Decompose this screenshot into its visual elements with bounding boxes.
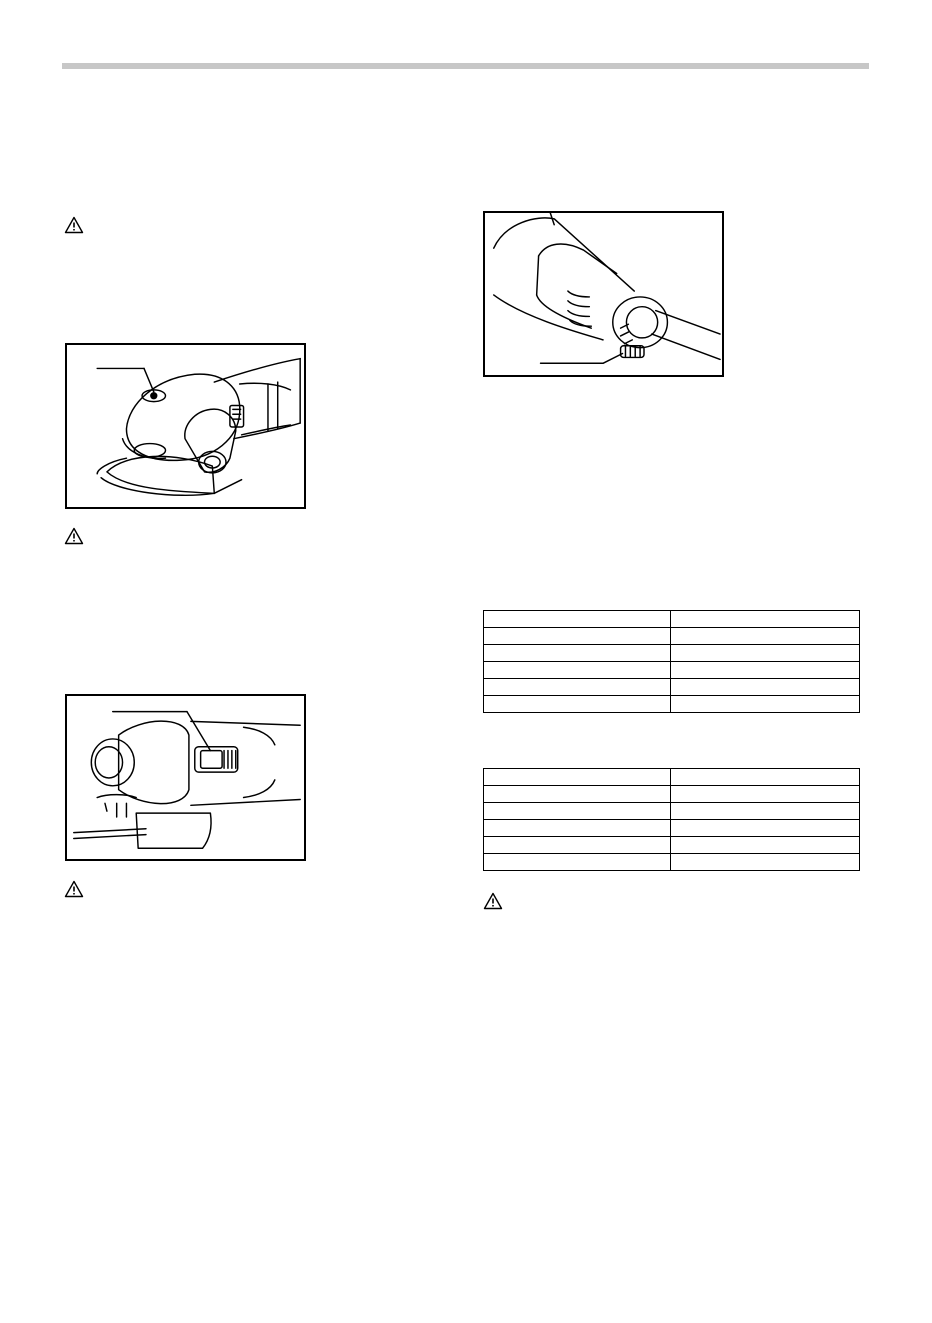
table-cell — [484, 803, 671, 820]
table-row — [484, 820, 860, 837]
table-cell — [484, 696, 671, 713]
figure-slide-switch — [65, 694, 306, 861]
speed-table-1 — [483, 610, 860, 713]
table-cell — [671, 837, 860, 854]
table-row — [484, 611, 860, 628]
table-row — [484, 837, 860, 854]
table-cell — [671, 645, 860, 662]
table-cell — [484, 645, 671, 662]
grinder-slide-switch-illustration — [67, 696, 304, 859]
table-cell — [671, 786, 860, 803]
table-cell — [484, 786, 671, 803]
header-rule — [62, 63, 869, 69]
warning-icon — [64, 527, 84, 545]
table-cell — [671, 769, 860, 786]
table-cell — [484, 854, 671, 871]
warning-icon — [64, 880, 84, 898]
table-cell — [671, 803, 860, 820]
speed-table-2 — [483, 768, 860, 871]
grinder-speed-dial-illustration — [485, 213, 722, 375]
table-cell — [671, 611, 860, 628]
table-cell — [484, 820, 671, 837]
table-cell — [671, 628, 860, 645]
table-row — [484, 854, 860, 871]
warning-icon — [483, 892, 503, 910]
table-cell — [671, 679, 860, 696]
table-cell — [484, 679, 671, 696]
table-cell — [671, 696, 860, 713]
table-row — [484, 769, 860, 786]
table-row — [484, 628, 860, 645]
table-row — [484, 786, 860, 803]
warning-icon — [64, 216, 84, 234]
table-cell — [671, 662, 860, 679]
table-row — [484, 679, 860, 696]
figure-speed-dial — [483, 211, 724, 377]
table-row — [484, 645, 860, 662]
figure-shaft-lock — [65, 343, 306, 509]
table-cell — [484, 837, 671, 854]
table-cell — [671, 820, 860, 837]
table-row — [484, 662, 860, 679]
table-row — [484, 696, 860, 713]
table-cell — [484, 628, 671, 645]
table-row — [484, 803, 860, 820]
table-cell — [484, 611, 671, 628]
grinder-shaft-lock-illustration — [67, 345, 304, 507]
table-cell — [671, 854, 860, 871]
table-cell — [484, 662, 671, 679]
table-cell — [484, 769, 671, 786]
